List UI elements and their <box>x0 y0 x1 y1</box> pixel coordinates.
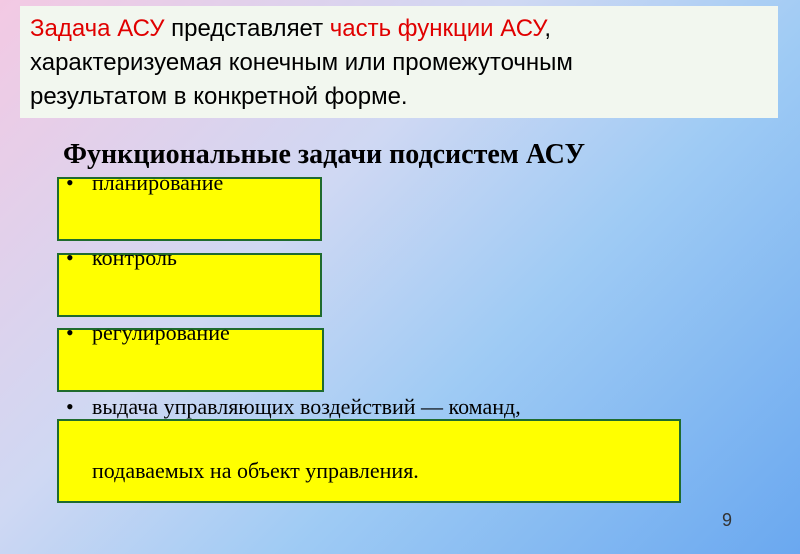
item-label-commands-1: выдача управляющих воздействий — команд, <box>92 394 521 419</box>
term-function-part: часть функции АСУ <box>329 15 545 42</box>
definition-comma: , <box>544 15 551 42</box>
definition-line-2: характеризуемая конечным или промежуточным <box>30 49 573 76</box>
term-task: Задача АСУ <box>30 15 165 42</box>
bullet-4: • <box>66 394 74 419</box>
bullet-3: • <box>66 320 74 345</box>
bullet-1: • <box>66 170 74 195</box>
item-label-planning: планирование <box>92 170 224 195</box>
item-label-commands-2: подаваемых на объект управления. <box>92 458 419 483</box>
bullet-2: • <box>66 245 74 270</box>
section-heading: Функциональные задачи подсистем АСУ <box>63 139 586 170</box>
definition-line-3: результатом в конкретной форме. <box>30 83 408 110</box>
item-label-regulation: регулирование <box>92 320 230 345</box>
definition-verb: представляет <box>164 15 330 42</box>
definition-box <box>20 6 778 118</box>
page-number: 9 <box>722 510 733 530</box>
definition-line-1 <box>30 12 768 46</box>
item-label-control: контроль <box>92 245 177 270</box>
